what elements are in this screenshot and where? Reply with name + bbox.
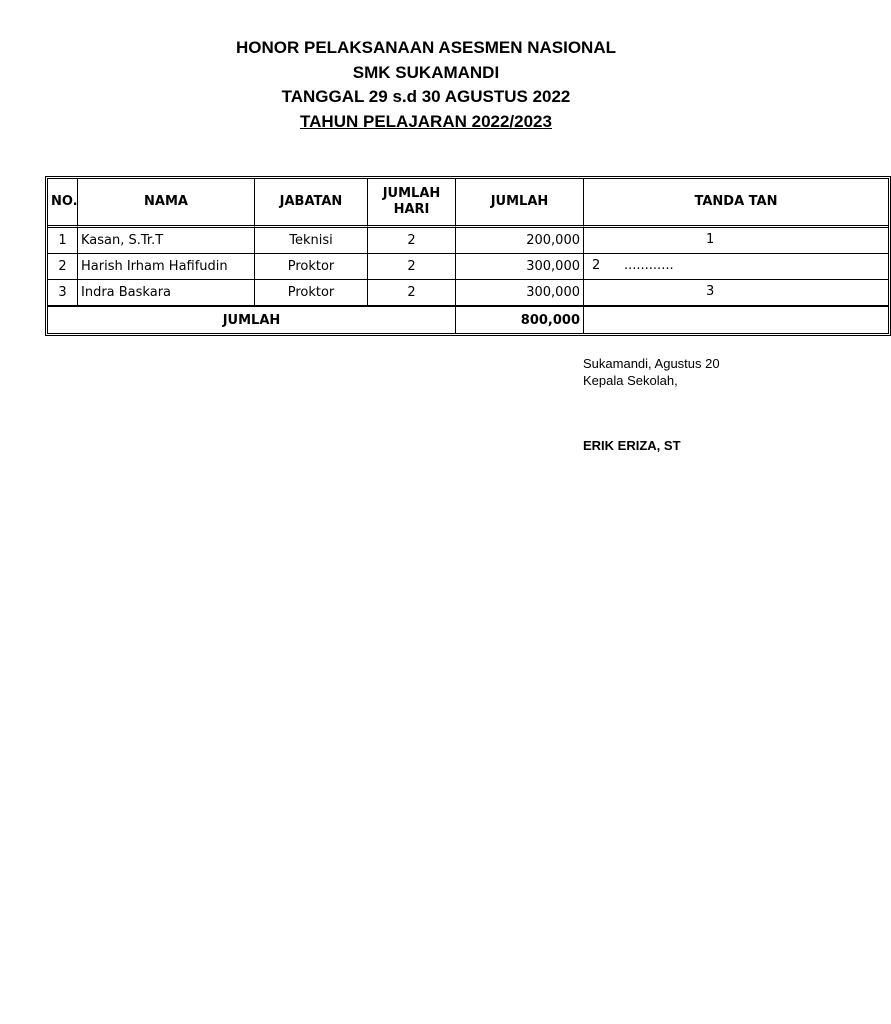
total-label: JUMLAH xyxy=(48,306,456,333)
signature-title: Kepala Sekolah, xyxy=(583,373,678,388)
row-hari: 2 xyxy=(368,254,456,280)
row-no: 3 xyxy=(48,280,78,306)
row-jabatan: Proktor xyxy=(255,280,368,306)
table-header-row xyxy=(48,179,888,228)
honor-table xyxy=(45,176,891,336)
column-header-jumlah-hari: JUMLAH HARI xyxy=(368,179,456,228)
table-row xyxy=(48,254,888,280)
row-nama: Kasan, S.Tr.T xyxy=(78,228,255,254)
row-no: 2 xyxy=(48,254,78,280)
document-header xyxy=(0,36,852,134)
row-hari: 2 xyxy=(368,228,456,254)
row-signature-cell xyxy=(584,280,888,306)
row-jabatan: Proktor xyxy=(255,254,368,280)
column-header-jumlah: JUMLAH xyxy=(456,179,584,228)
row-no: 1 xyxy=(48,228,78,254)
total-row xyxy=(48,306,888,333)
column-header-nama: NAMA xyxy=(78,179,255,228)
column-header-jabatan: JABATAN xyxy=(255,179,368,228)
row-jumlah: 300,000 xyxy=(456,254,584,280)
header-title: HONOR PELAKSANAAN ASESMEN NASIONAL xyxy=(235,38,616,57)
row-nama: Indra Baskara xyxy=(78,280,255,306)
honor-table-container xyxy=(45,176,778,338)
table-row xyxy=(48,228,888,254)
row-jumlah: 300,000 xyxy=(456,280,584,306)
signature-name: ERIK ERIZA, ST xyxy=(583,438,681,453)
column-header-tanda-tangan: TANDA TAN xyxy=(584,179,888,228)
row-jumlah: 200,000 xyxy=(456,228,584,254)
header-year: TAHUN PELAJARAN 2022/2023 xyxy=(300,111,552,131)
total-signature-cell xyxy=(584,306,888,333)
signature-number: 2 xyxy=(592,258,601,273)
column-header-no: NO. xyxy=(48,179,78,228)
row-jabatan: Teknisi xyxy=(255,228,368,254)
total-value: 800,000 xyxy=(456,306,584,333)
signature-number: 3 xyxy=(706,284,715,299)
signature-block xyxy=(583,355,768,454)
signature-number: 1 xyxy=(706,232,715,247)
row-signature-cell xyxy=(584,228,888,254)
header-date: TANGGAL 29 s.d 30 AGUSTUS 2022 xyxy=(281,87,571,106)
table-row xyxy=(48,280,888,306)
row-nama: Harish Irham Hafifudin xyxy=(78,254,255,280)
row-signature-cell xyxy=(584,254,888,280)
row-hari: 2 xyxy=(368,280,456,306)
signature-place-date: Sukamandi, Agustus 20 xyxy=(583,356,720,371)
signature-dots: ............ xyxy=(624,258,674,273)
header-school: SMK SUKAMANDI xyxy=(352,62,500,82)
